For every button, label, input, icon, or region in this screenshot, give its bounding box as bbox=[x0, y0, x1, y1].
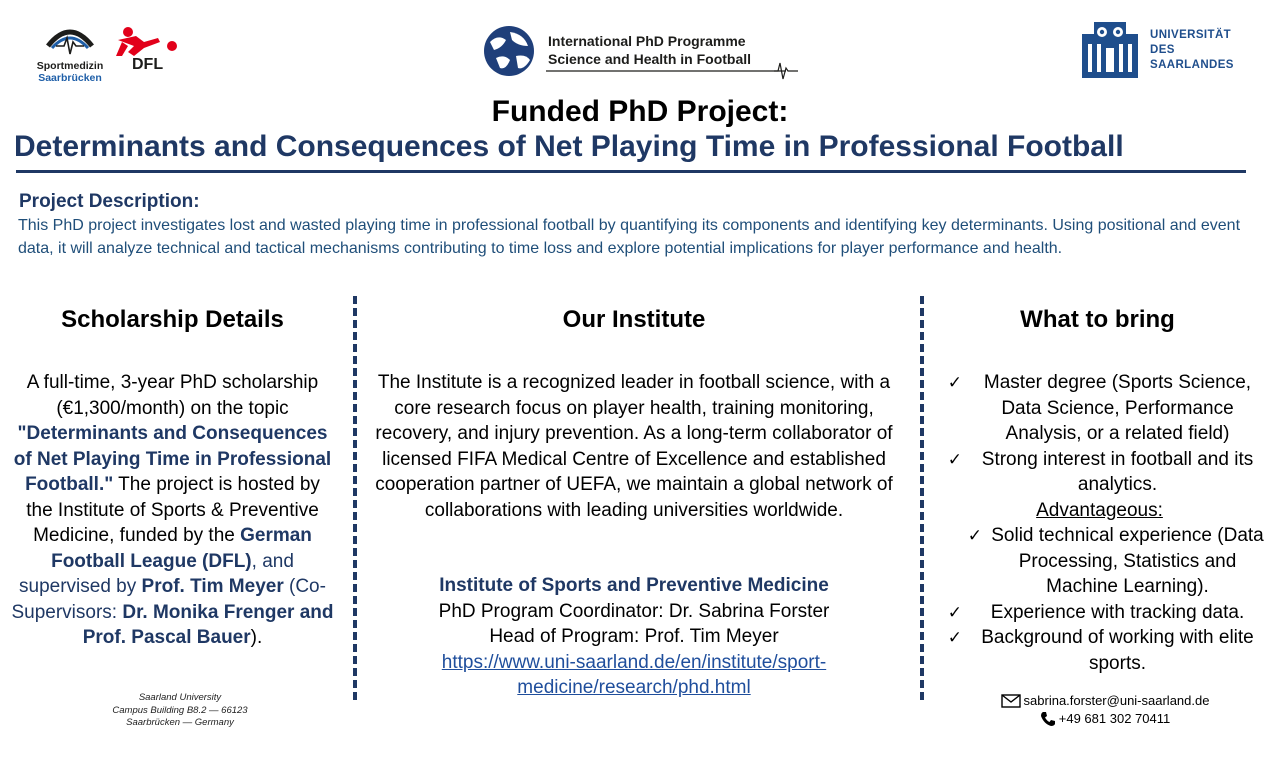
institute-name: Institute of Sports and Preventive Medicine bbox=[439, 575, 829, 596]
title-divider bbox=[16, 170, 1246, 173]
checkmark-icon: ✓ bbox=[947, 449, 962, 469]
requirements-list bbox=[932, 370, 1267, 676]
phd-programme-logo bbox=[480, 24, 800, 82]
dfl-player-icon bbox=[114, 26, 180, 60]
address-line: Campus Building B8.2 — 66123 bbox=[112, 704, 248, 716]
scholarship-heading: Scholarship Details bbox=[61, 306, 284, 333]
scholarship-details-text bbox=[10, 370, 335, 651]
postal-address bbox=[90, 692, 270, 730]
sportmedizin-label: Sportmedizin bbox=[36, 60, 104, 72]
project-description-text: This PhD project investigates lost and wasted playing time in professional football by quantifying its components and identifying key determinants. Using positional and event data, it will analyze technical and tactical mechanisms contributing to time loss and explore potential implications for player performance and health. bbox=[18, 217, 1241, 257]
address-line: Saarbrücken — Germany bbox=[126, 717, 234, 728]
scholarship-funder: German Football League (DFL) bbox=[51, 525, 312, 572]
sportmedizin-emblem-icon bbox=[42, 22, 98, 58]
address-line: Saarland University bbox=[138, 692, 222, 703]
program-coordinator: PhD Program Coordinator: Dr. Sabrina Forster bbox=[438, 600, 830, 622]
advantage-text: Solid technical experience (Data Processing, Statistics and Machine Learning). bbox=[991, 525, 1264, 597]
advantage-text: Background of working with elite sports. bbox=[981, 627, 1254, 674]
scholarship-topic: "Determinants and Consequences of Net Playing Time in Professional Football." bbox=[13, 423, 332, 495]
dfl-label: DFL bbox=[132, 56, 164, 73]
page-title: Funded PhD Project: bbox=[491, 95, 789, 128]
requirement-text: Master degree (Sports Science, Data Science, Performance Analysis, or a related field) bbox=[983, 372, 1252, 444]
university-name bbox=[1150, 28, 1234, 73]
advantage-text: Experience with tracking data. bbox=[990, 601, 1245, 623]
email-row bbox=[960, 692, 1250, 710]
university-name-line3: SAARLANDES bbox=[1150, 59, 1234, 71]
university-name-line2: DES bbox=[1150, 44, 1175, 56]
programme-title-line2: Science and Health in Football bbox=[548, 51, 752, 67]
saarbruecken-label: Saarbrücken bbox=[38, 72, 102, 84]
list-item bbox=[932, 600, 1267, 626]
program-website-link[interactable]: https://www.uni-saarland.de/en/institute/sport-medicine/research/phd.html bbox=[441, 651, 827, 698]
programme-title-line1: International PhD Programme bbox=[548, 33, 746, 49]
scholarship-cosupervisors: Dr. Monika Frenger and Prof. Pascal Bauer bbox=[82, 601, 334, 648]
contact-phone[interactable]: +49 681 302 70411 bbox=[1058, 711, 1171, 726]
checkmark-icon: ✓ bbox=[947, 628, 962, 647]
saarland-university-logo bbox=[1080, 18, 1250, 82]
phone-icon bbox=[1040, 711, 1056, 727]
envelope-icon bbox=[1001, 694, 1021, 708]
institute-heading: Our Institute bbox=[562, 306, 706, 333]
scholarship-host: The project is hosted by the Institute of Sports & Preventive Medicine, funded by the bbox=[26, 474, 320, 546]
list-item bbox=[932, 447, 1267, 498]
university-name-line1: UNIVERSITÄT bbox=[1150, 29, 1232, 41]
institute-contact bbox=[364, 573, 904, 701]
requirement-text: Strong interest in football and its analytics. bbox=[981, 448, 1254, 495]
checkmark-icon: ✓ bbox=[967, 526, 982, 545]
scholarship-supervisor: Prof. Tim Meyer bbox=[141, 576, 284, 597]
scholarship-cosup-intro: (Co-Supervisors: bbox=[11, 576, 326, 623]
list-item bbox=[932, 370, 1267, 447]
scholarship-supervised-by: supervised by bbox=[19, 576, 142, 597]
scholarship-conjunction: , and bbox=[251, 550, 294, 572]
university-seal-icon bbox=[1080, 18, 1140, 80]
contact-details bbox=[960, 692, 1250, 728]
what-to-bring-heading: What to bring bbox=[1020, 306, 1175, 333]
project-title: Determinants and Consequences of Net Playing Time in Professional Football bbox=[14, 130, 1124, 163]
dfl-logo bbox=[114, 26, 180, 78]
institute-description: The Institute is a recognized leader in football science, with a core research focus on player health, training monitoring, recovery, and injury prevention. As a long-term collaborator of licensed FIFA Medical Centre of Excellence and established cooperation partner of UEFA, we maintain a global network of collaborations with leading universities worldwide. bbox=[375, 372, 893, 521]
contact-email[interactable]: sabrina.forster@uni-saarland.de bbox=[1023, 693, 1210, 708]
list-item bbox=[932, 523, 1267, 600]
program-head: Head of Program: Prof. Tim Meyer bbox=[489, 626, 779, 647]
phone-row bbox=[960, 710, 1250, 728]
checkmark-icon: ✓ bbox=[947, 373, 962, 392]
column-divider-left bbox=[353, 296, 357, 700]
project-description-heading: Project Description: bbox=[19, 191, 200, 212]
sportmedizin-logo bbox=[30, 22, 110, 88]
scholarship-intro: A full-time, 3-year PhD scholarship (€1,300/month) on the topic bbox=[26, 372, 319, 419]
list-item bbox=[932, 625, 1267, 676]
checkmark-icon: ✓ bbox=[947, 602, 962, 622]
scholarship-end: ). bbox=[250, 627, 263, 648]
column-divider-right bbox=[920, 296, 924, 700]
advantageous-label: Advantageous: bbox=[1036, 499, 1163, 521]
